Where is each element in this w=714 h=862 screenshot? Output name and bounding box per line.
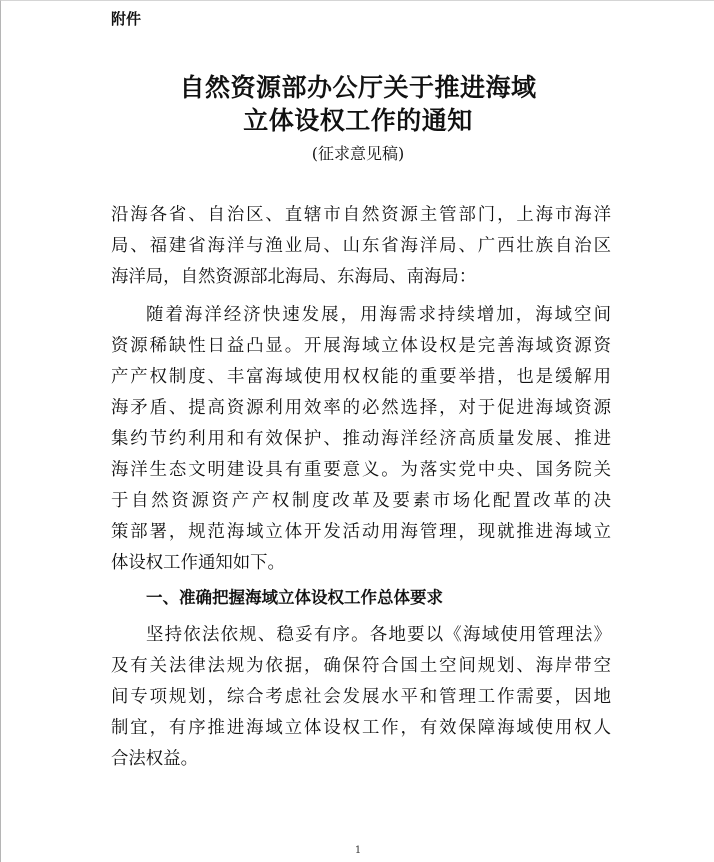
paragraph-line: 制宜，有序推进海域立体设权工作，有效保障海域使用权人 xyxy=(111,718,611,738)
paragraph-line: 随着海洋经济快速发展，用海需求持续增加，海域空间 xyxy=(146,305,611,325)
paragraph-line: 产产权制度、丰富海域使用权权能的重要举措，也是缓解用 xyxy=(111,367,611,387)
paragraph-line: 于自然资源资产产权制度改革及要素市场化配置改革的决 xyxy=(111,491,611,511)
salutation-line: 海洋局，自然资源部北海局、东海局、南海局： xyxy=(111,267,477,287)
salutation-line: 局、福建省海洋与渔业局、山东省海洋局、广西壮族自治区 xyxy=(111,236,611,256)
page-number: 1 xyxy=(354,845,362,856)
attachment-label: 附件 xyxy=(111,10,142,28)
paragraph-line: 体设权工作通知如下。 xyxy=(111,553,285,573)
paragraph-line: 资源稀缺性日益凸显。开展海域立体设权是完善海域资源资 xyxy=(111,336,611,356)
paragraph-line: 海洋生态文明建设具有重要意义。为落实党中央、国务院关 xyxy=(111,460,611,480)
paragraph-line: 坚持依法依规、稳妥有序。各地要以《海域使用管理法》 xyxy=(146,625,611,645)
paragraph-line: 集约节约利用和有效保护、推动海洋经济高质量发展、推进 xyxy=(111,429,611,449)
paragraph-line: 间专项规划，综合考虑社会发展水平和管理工作需要，因地 xyxy=(111,687,611,707)
paragraph-line: 合法权益。 xyxy=(111,749,198,769)
paragraph-line: 策部署，规范海域立体开发活动用海管理，现就推进海域立 xyxy=(111,522,611,542)
document-title-line-2: 立体设权工作的通知 xyxy=(243,106,473,135)
paragraph-line: 海矛盾、提高资源利用效率的必然选择，对于促进海域资源 xyxy=(111,398,611,418)
section-heading: 一、准确把握海域立体设权工作总体要求 xyxy=(146,588,443,607)
document-title-line-1: 自然资源部办公厅关于推进海域 xyxy=(179,73,537,102)
document-subtitle: (征求意见稿) xyxy=(311,144,405,163)
salutation-line: 沿海各省、自治区、直辖市自然资源主管部门，上海市海洋 xyxy=(111,205,611,225)
paragraph-line: 及有关法律法规为依据，确保符合国土空间规划、海岸带空 xyxy=(111,656,611,676)
